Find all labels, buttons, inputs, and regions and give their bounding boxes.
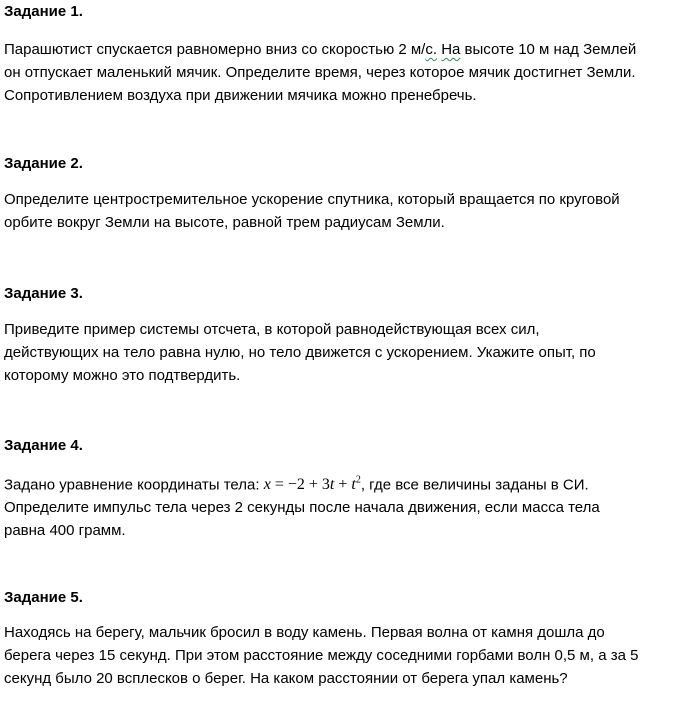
text-line: берега через 15 секунд. При этом расстояние между соседними горбами волн 0,5 м, а за 5	[4, 647, 639, 664]
text-line: равна 400 грамм.	[4, 522, 126, 540]
task-text	[4, 38, 692, 107]
text-line: он отпускает маленький мячик. Определите время, через которое мячик достигнет Земли.	[4, 64, 636, 81]
task-title: Задание 4.	[4, 437, 83, 454]
task-text	[4, 188, 692, 234]
task-title: Задание 5.	[4, 589, 83, 606]
task-text	[4, 469, 692, 542]
task-title: Задание 3.	[4, 285, 83, 302]
text-line: Парашютист спускается равномерно вниз со скоростью 2 м/с. На высоте 10 м над Землей	[4, 41, 637, 58]
text-line: которому можно это подтвердить.	[4, 367, 241, 384]
task-title: Задание 1.	[4, 3, 83, 20]
text-line: Сопротивлением воздуха при движении мячика можно пренебречь.	[4, 87, 477, 104]
text-line: Определите центростремительное ускорение спутника, который вращается по круговой	[4, 191, 620, 208]
task-3	[4, 285, 692, 384]
task-text	[4, 621, 692, 690]
task-title: Задание 2.	[4, 155, 83, 172]
spellcheck-word[interactable]: На	[441, 41, 461, 58]
text-line: Находясь на берегу, мальчик бросил в воду камень. Первая волна от камня дошла до	[4, 624, 605, 641]
task-4	[4, 437, 692, 540]
text-line: секунд было 20 всплесков о берег. На каком расстоянии от берега упал камень?	[4, 670, 568, 687]
spellcheck-word[interactable]: с.	[425, 41, 438, 58]
task-2	[4, 155, 692, 231]
text-line: Определите импульс тела через 2 секунды после начала движения, если масса тела	[4, 499, 600, 517]
text-line: Задано уравнение координаты тела: $x = -2 + 3t + t^2$, где все величины заданы в СИ.	[4, 475, 589, 494]
coordinate-equation: $x = -2 + 3t + t^2$	[263, 475, 361, 494]
text-line: действующих на тело равна нулю, но тело движется с ускорением. Укажите опыт, по	[4, 344, 596, 361]
task-5	[4, 589, 692, 687]
task-text	[4, 318, 692, 387]
text-line: Приведите пример системы отсчета, в которой равнодействующая всех сил,	[4, 321, 540, 338]
text-line: орбите вокруг Земли на высоте, равной трем радиусам Земли.	[4, 214, 445, 231]
task-1	[4, 3, 692, 104]
